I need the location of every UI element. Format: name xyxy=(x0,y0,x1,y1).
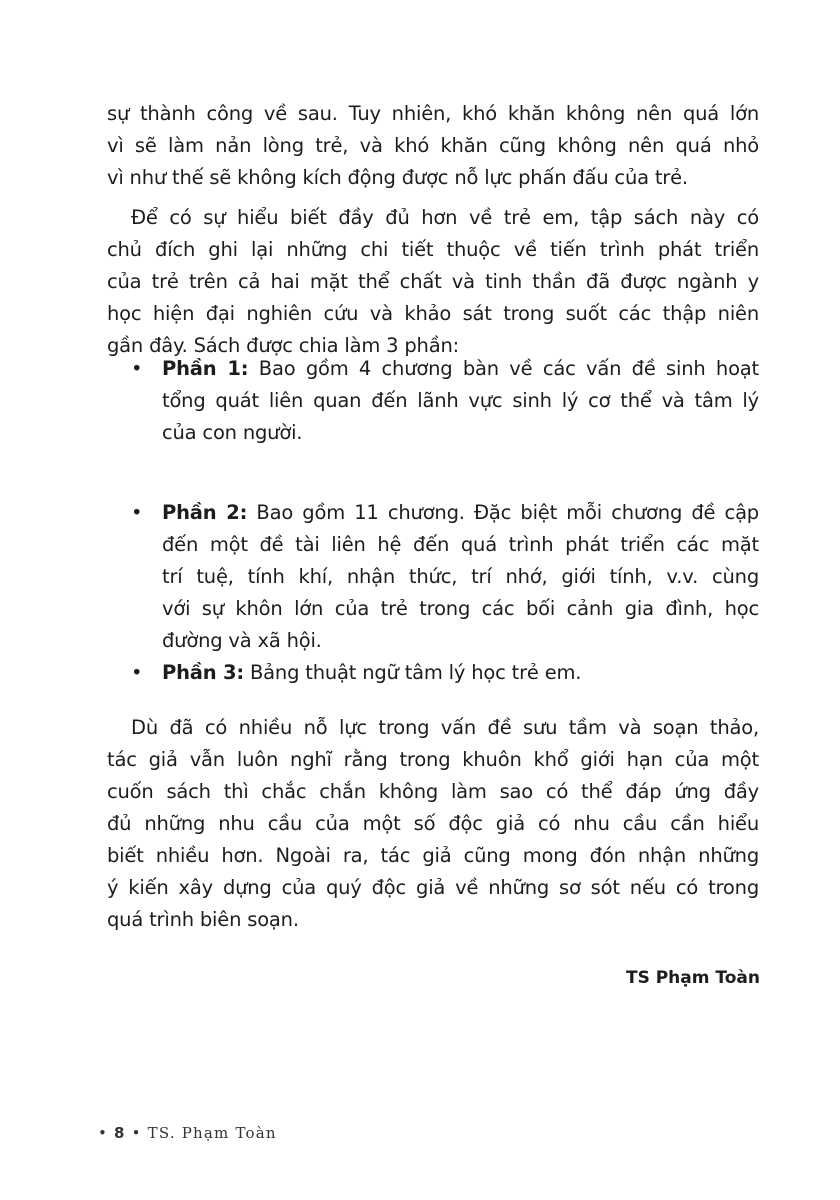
text-line: Phần 2: Bao gồm 11 chương. Đặc biệt mỗi chương đề cập xyxy=(162,501,759,524)
text-line: Để có sự hiểu biết đầy đủ hơn về trẻ em, tập sách này có xyxy=(131,206,759,229)
bullet-icon: • xyxy=(131,661,143,684)
text-line: gần đây. Sách được chia làm 3 phần: xyxy=(107,334,459,357)
text-line: cuốn sách thì chắc chắn không làm sao có thể đáp ứng đầy xyxy=(107,780,759,803)
text-line: vì như thế sẽ không kích động được nỗ lực phấn đấu của trẻ. xyxy=(107,166,688,189)
bullet-item-part-1 xyxy=(107,353,759,449)
bullet-icon: • xyxy=(131,501,143,524)
text-line: đủ những nhu cầu của một số độc giả có nhu cầu cần hiểu xyxy=(107,812,759,835)
text-line: đến một đề tài liên hệ đến quá trình phát triển các mặt xyxy=(162,533,759,556)
text-line: tác giả vẫn luôn nghĩ rằng trong khuôn khổ giới hạn của một xyxy=(107,748,759,771)
text-line: của trẻ trên cả hai mặt thể chất và tinh thần đã được ngành y xyxy=(107,270,759,293)
paragraph-continuation xyxy=(107,98,759,194)
text-line: trí tuệ, tính khí, nhận thức, trí nhớ, giới tính, v.v. cùng xyxy=(162,565,759,588)
bullet-item-part-2 xyxy=(107,497,759,657)
page-footer xyxy=(98,1124,277,1142)
text-line: đường và xã hội. xyxy=(162,629,322,652)
bullet-item-part-3 xyxy=(107,657,759,689)
text-line: sự thành công về sau. Tuy nhiên, khó khăn không nên quá lớn xyxy=(107,102,759,125)
text-line: ý kiến xây dựng của quý độc giả về những sơ sót nếu có trong xyxy=(107,876,759,899)
text-line: Phần 3: Bảng thuật ngữ tâm lý học trẻ em. xyxy=(162,661,582,684)
author-signature: TS Phạm Toàn xyxy=(625,968,760,988)
text-line: tổng quát liên quan đến lãnh vực sinh lý cơ thể và tâm lý xyxy=(162,389,759,412)
text-line: học hiện đại nghiên cứu và khảo sát trong suốt các thập niên xyxy=(107,302,759,325)
text-line: Dù đã có nhiều nỗ lực trong vấn đề sưu tầm và soạn thảo, xyxy=(131,716,759,739)
text-line: quá trình biên soạn. xyxy=(107,908,299,931)
paragraph-closing xyxy=(107,712,759,936)
bullet-label: Phần 2: xyxy=(162,501,248,524)
bullet-icon: • xyxy=(131,357,143,380)
text-line: vì sẽ làm nản lòng trẻ, và khó khăn cũng không nên quá nhỏ xyxy=(107,134,759,157)
text-line: Phần 1: Bao gồm 4 chương bàn về các vấn đề sinh hoạt xyxy=(162,357,759,380)
footer-bullet-icon: • xyxy=(131,1124,142,1142)
text-line: chủ đích ghi lại những chi tiết thuộc về tiến trình phát triển xyxy=(107,238,759,261)
bullet-label: Phần 3: xyxy=(162,661,244,684)
paragraph-intro xyxy=(107,202,759,362)
page-number: 8 xyxy=(114,1124,126,1142)
footer-bullet-icon: • xyxy=(98,1124,109,1142)
text-line: của con người. xyxy=(162,421,303,444)
running-author: TS. Phạm Toàn xyxy=(147,1124,277,1142)
text-line: biết nhiều hơn. Ngoài ra, tác giả cũng mong đón nhận những xyxy=(107,844,759,867)
text-line: với sự khôn lớn của trẻ trong các bối cảnh gia đình, học xyxy=(162,597,759,620)
bullet-label: Phần 1: xyxy=(162,357,249,380)
